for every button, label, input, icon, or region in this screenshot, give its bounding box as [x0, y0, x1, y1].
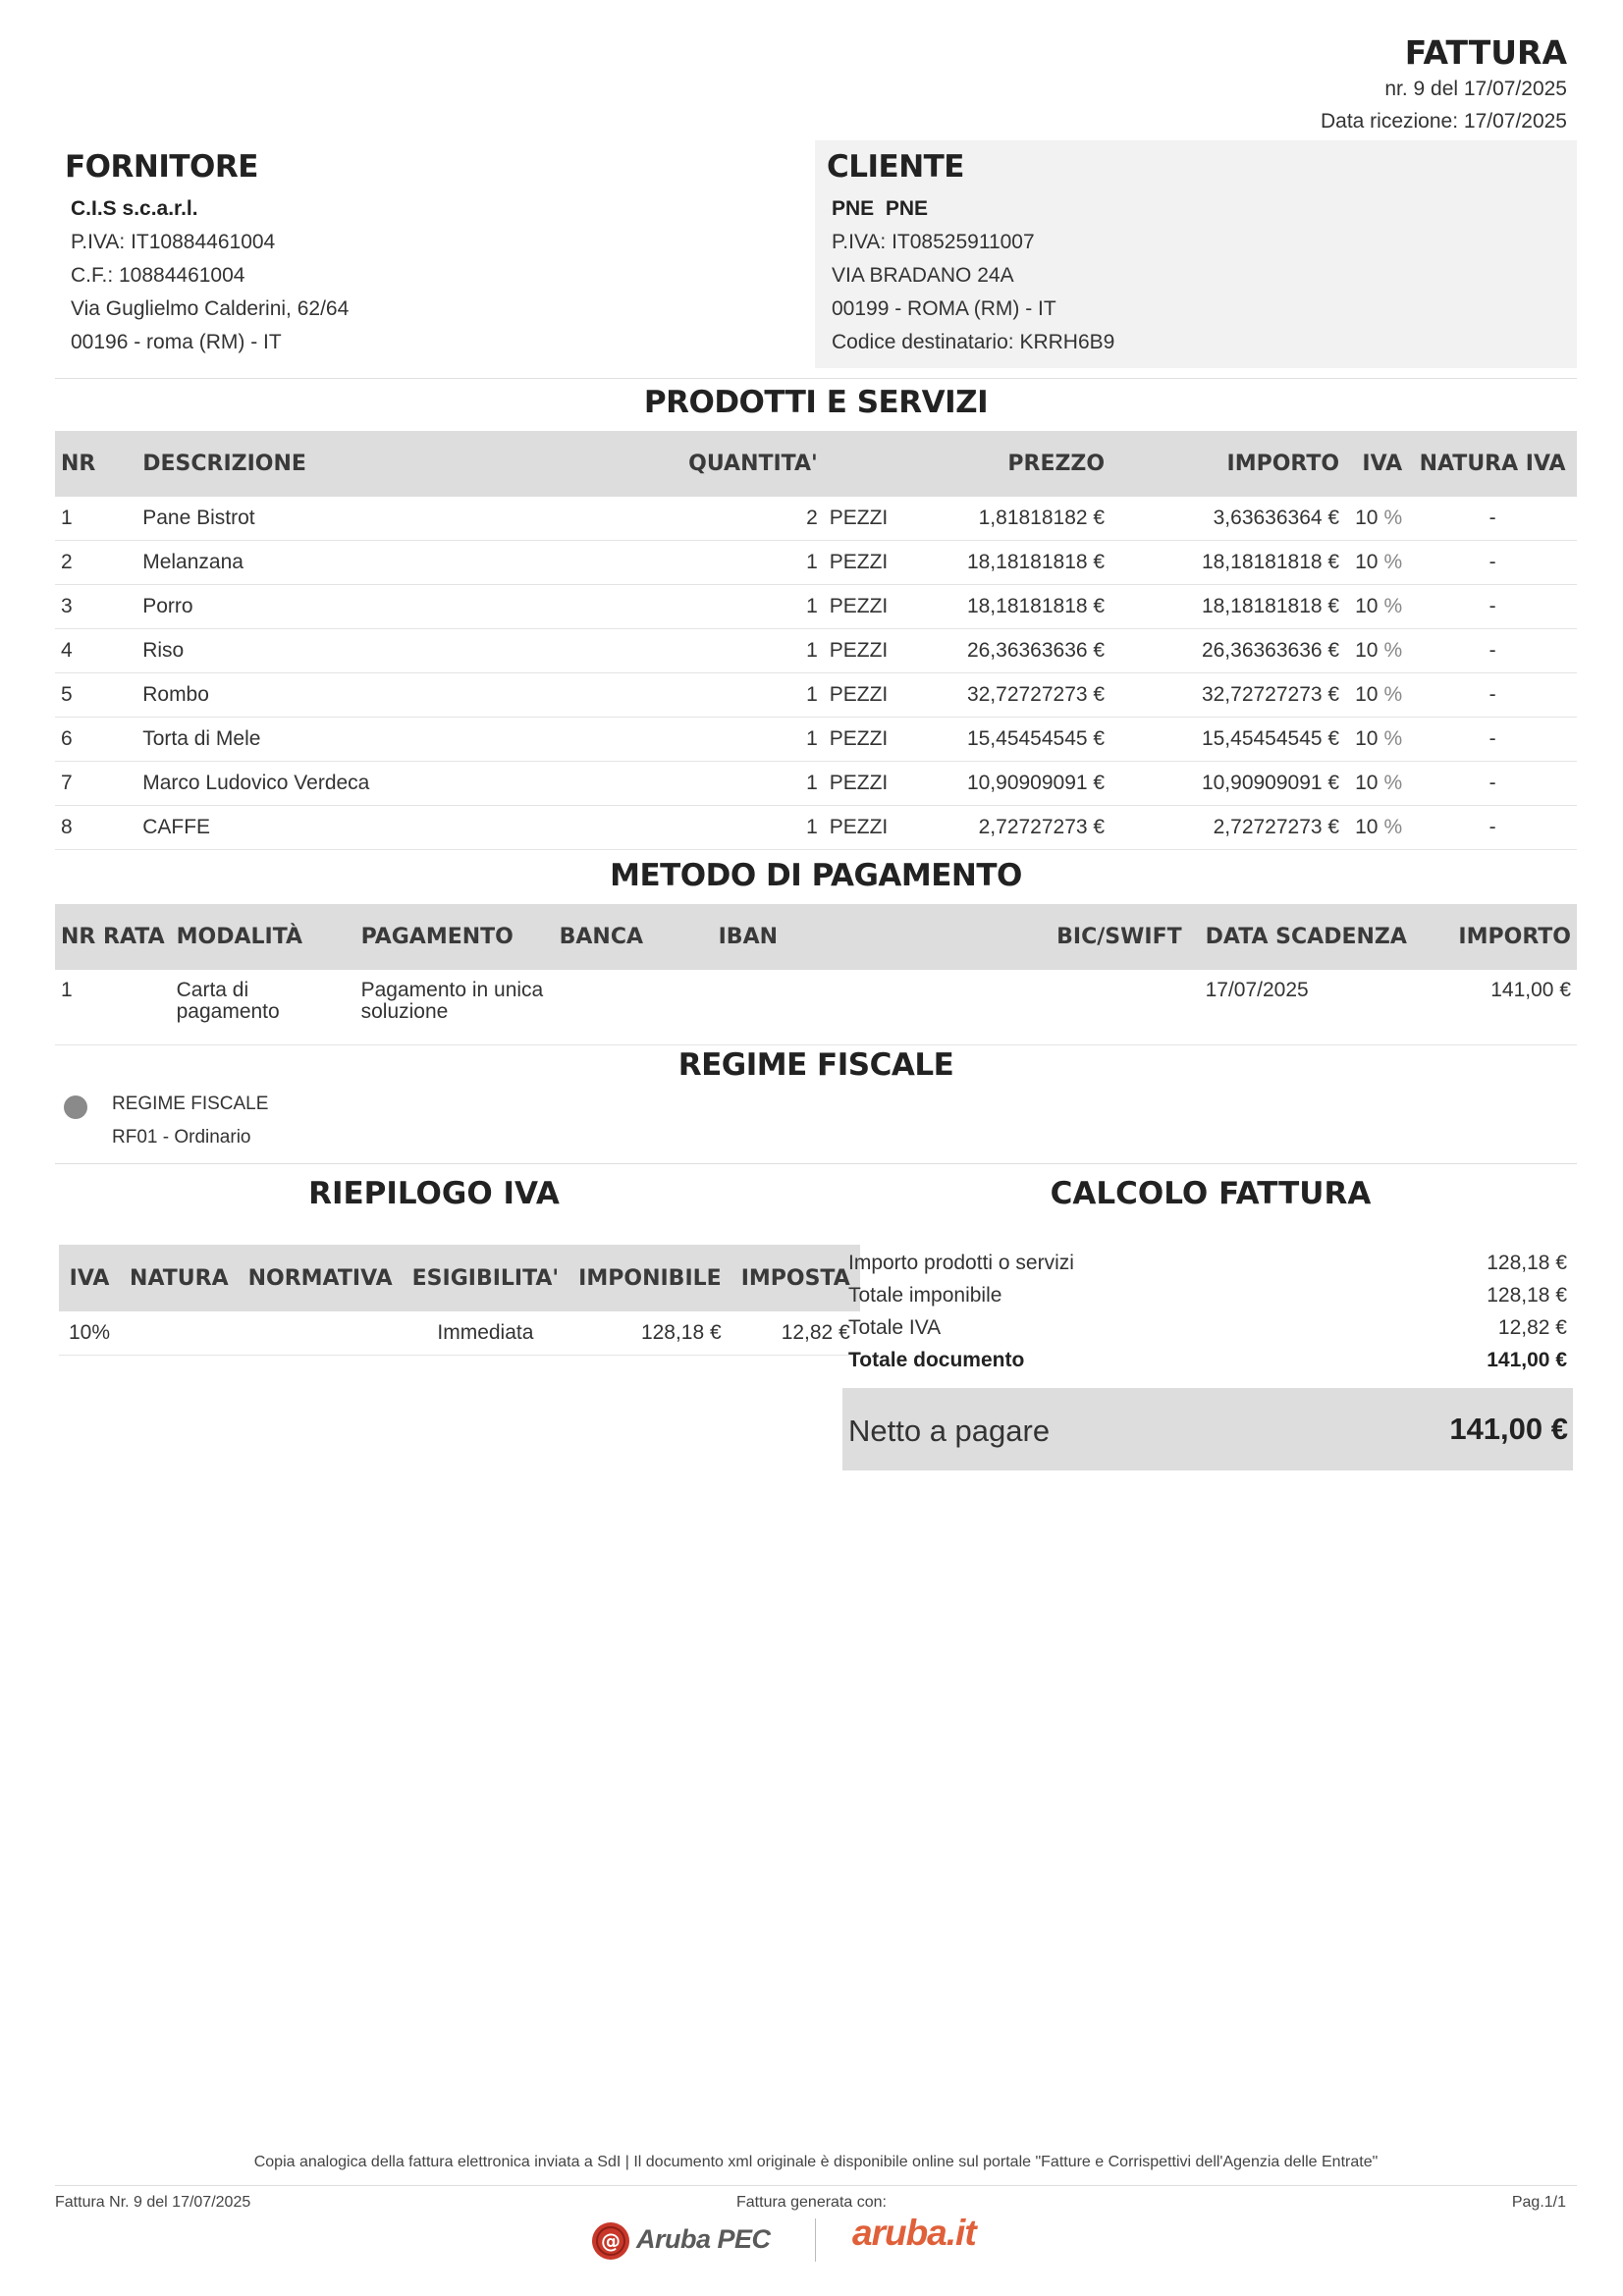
client-block: [827, 149, 1553, 359]
row-quantity: 1: [674, 629, 824, 673]
row-quantity: 1: [674, 673, 824, 718]
col-quantita: QUANTITA': [674, 431, 824, 497]
col-pagamento: PAGAMENTO: [355, 904, 554, 970]
calc-value: 128,18 €: [1487, 1284, 1567, 1307]
row-iva: [1345, 718, 1408, 762]
col-modalita: MODALITÀ: [171, 904, 355, 970]
row-iva: [1345, 585, 1408, 629]
supplier-address: Via Guglielmo Calderini, 62/64: [71, 297, 350, 320]
row-nr: 2: [55, 541, 136, 585]
invoice-received-date: Data ricezione: 17/07/2025: [1320, 110, 1567, 133]
row-amount: 10,90909091 €: [1110, 762, 1345, 806]
row-iva-percent: %: [1383, 595, 1403, 617]
supplier-name: C.I.S s.c.a.r.l.: [71, 197, 198, 220]
table-row: [59, 1311, 860, 1356]
row-iva-value: 10: [1355, 772, 1379, 794]
row-nr: 8: [55, 806, 136, 850]
row-amount: 3,63636364 €: [1110, 497, 1345, 541]
client-piva: P.IVA: IT08525911007: [832, 231, 1035, 253]
row-amount: 15,45454545 €: [1110, 718, 1345, 762]
col-descrizione: DESCRIZIONE: [136, 431, 673, 497]
row-unit: PEZZI: [824, 673, 899, 718]
row-iva-value: 10: [1355, 507, 1379, 529]
row-quantity: 1: [674, 806, 824, 850]
row-modalita: Carta di pagamento: [171, 970, 355, 1045]
row-importo: 141,00 €: [1437, 970, 1577, 1045]
calc-label: Totale documento: [848, 1349, 1025, 1371]
row-quantity: 2: [674, 497, 824, 541]
table-row: [55, 762, 1577, 806]
calc-label: Totale IVA: [848, 1316, 942, 1339]
table-row: [55, 718, 1577, 762]
supplier-title: FORNITORE: [65, 149, 258, 185]
products-title: PRODOTTI E SERVIZI: [643, 385, 989, 420]
row-nr: 7: [55, 762, 136, 806]
row-amount: 18,18181818 €: [1110, 585, 1345, 629]
row-description: Riso: [136, 629, 673, 673]
row-description: Marco Ludovico Verdeca: [136, 762, 673, 806]
row-quantity: 1: [674, 585, 824, 629]
bullet-icon: [64, 1095, 87, 1119]
row-natura-iva: -: [1408, 762, 1577, 806]
row-rata: 1: [55, 970, 171, 1045]
row-unit: PEZZI: [824, 585, 899, 629]
table-row: [55, 585, 1577, 629]
regime-title: REGIME FISCALE: [677, 1047, 954, 1083]
row-unit: PEZZI: [824, 762, 899, 806]
divider: [55, 378, 1577, 379]
vat-row-natura: [120, 1311, 239, 1356]
calc-value: 141,00 €: [1487, 1349, 1567, 1371]
row-banca: [554, 970, 713, 1045]
row-bic: [1049, 970, 1188, 1045]
col-vat-iva: IVA: [59, 1245, 120, 1311]
row-description: Rombo: [136, 673, 673, 718]
col-prezzo: PREZZO: [899, 431, 1111, 497]
row-iva: [1345, 541, 1408, 585]
row-nr: 4: [55, 629, 136, 673]
row-price: 10,90909091 €: [899, 762, 1111, 806]
row-iva-value: 10: [1355, 551, 1379, 573]
table-row: [55, 541, 1577, 585]
col-bic: BIC/SWIFT: [1049, 904, 1188, 970]
row-iva: [1345, 762, 1408, 806]
aruba-pec-seal-icon: [591, 2221, 630, 2261]
col-iban: IBAN: [713, 904, 1049, 970]
net-due-value: 141,00 €: [1449, 1412, 1568, 1446]
client-title: CLIENTE: [827, 149, 964, 185]
row-iva-percent: %: [1383, 639, 1403, 662]
calc-row-importo: [848, 1252, 1567, 1275]
supplier-piva: P.IVA: IT10884461004: [71, 231, 276, 253]
table-row: [55, 970, 1577, 1045]
row-iban: [713, 970, 1049, 1045]
row-natura-iva: -: [1408, 497, 1577, 541]
row-iva-percent: %: [1383, 772, 1403, 794]
calc-value: 128,18 €: [1487, 1252, 1567, 1274]
col-importo: IMPORTO: [1110, 431, 1345, 497]
payment-header-row: [55, 904, 1577, 970]
col-vat-esigibilita: ESIGIBILITA': [403, 1245, 569, 1311]
row-iva: [1345, 629, 1408, 673]
row-iva-value: 10: [1355, 595, 1379, 617]
col-natura-iva: NATURA IVA: [1408, 431, 1577, 497]
row-iva-value: 10: [1355, 639, 1379, 662]
col-iva: IVA: [1345, 431, 1408, 497]
vat-row-imposta: 12,82 €: [731, 1311, 860, 1356]
row-iva: [1345, 806, 1408, 850]
invoice-title: FATTURA: [1404, 33, 1567, 72]
row-unit: PEZZI: [824, 629, 899, 673]
invoice-number: nr. 9 del 17/07/2025: [1384, 78, 1567, 100]
row-unit: PEZZI: [824, 806, 899, 850]
payment-table: [55, 904, 1577, 1045]
col-nr: NR: [55, 431, 136, 497]
supplier-block: [65, 149, 752, 359]
calc-row-iva: [848, 1316, 1567, 1340]
row-natura-iva: -: [1408, 541, 1577, 585]
row-nr: 1: [55, 497, 136, 541]
row-iva-percent: %: [1383, 816, 1403, 838]
col-vat-imponibile: IMPONIBILE: [568, 1245, 731, 1311]
vat-row-normativa: [239, 1311, 403, 1356]
svg-text:@: @: [601, 2229, 621, 2253]
row-price: 18,18181818 €: [899, 585, 1111, 629]
row-quantity: 1: [674, 541, 824, 585]
col-unit: [824, 431, 899, 497]
footer-generated-with: Fattura generata con:: [736, 2194, 887, 2211]
client-name: PNE PNE: [832, 197, 929, 220]
divider: [55, 1163, 1577, 1164]
row-iva-percent: %: [1383, 727, 1403, 750]
row-amount: 18,18181818 €: [1110, 541, 1345, 585]
col-importo-rata: IMPORTO: [1437, 904, 1577, 970]
client-recipient-code: Codice destinatario: KRRH6B9: [832, 331, 1115, 353]
row-nr: 5: [55, 673, 136, 718]
row-price: 26,36363636 €: [899, 629, 1111, 673]
row-price: 15,45454545 €: [899, 718, 1111, 762]
table-row: [55, 629, 1577, 673]
row-natura-iva: -: [1408, 673, 1577, 718]
col-vat-natura: NATURA: [120, 1245, 239, 1311]
col-data-scadenza: DATA SCADENZA: [1188, 904, 1437, 970]
row-iva-percent: %: [1383, 507, 1403, 529]
products-table: [55, 431, 1577, 850]
vat-row-iva: 10%: [59, 1311, 120, 1356]
footer-invoice-ref: Fattura Nr. 9 del 17/07/2025: [55, 2194, 251, 2211]
supplier-cf: C.F.: 10884461004: [71, 264, 245, 287]
payment-title: METODO DI PAGAMENTO: [610, 858, 1022, 893]
table-row: [55, 497, 1577, 541]
vat-summary-table: [59, 1245, 860, 1356]
row-quantity: 1: [674, 762, 824, 806]
row-unit: PEZZI: [824, 497, 899, 541]
row-scadenza: 17/07/2025: [1188, 970, 1437, 1045]
vat-header-row: [59, 1245, 860, 1311]
calc-row-totale: [848, 1349, 1567, 1372]
row-price: 32,72727273 €: [899, 673, 1111, 718]
supplier-city: 00196 - roma (RM) - IT: [71, 331, 282, 353]
col-vat-imposta: IMPOSTA: [731, 1245, 860, 1311]
row-nr: 6: [55, 718, 136, 762]
aruba-pec-logo: Aruba PEC: [636, 2224, 771, 2254]
logo-separator: [815, 2218, 816, 2262]
table-row: [55, 673, 1577, 718]
col-nr-rata: NR RATA: [55, 904, 171, 970]
col-vat-normativa: NORMATIVA: [239, 1245, 403, 1311]
row-quantity: 1: [674, 718, 824, 762]
vat-summary-title: RIEPILOGO IVA: [308, 1176, 560, 1211]
row-price: 18,18181818 €: [899, 541, 1111, 585]
client-address: VIA BRADANO 24A: [832, 264, 1014, 287]
row-unit: PEZZI: [824, 541, 899, 585]
calc-label: Totale imponibile: [848, 1284, 1002, 1307]
row-pagamento: Pagamento in unica soluzione: [355, 970, 554, 1045]
vat-row-imponibile: 128,18 €: [568, 1311, 731, 1356]
products-header-row: [55, 431, 1577, 497]
row-iva-value: 10: [1355, 816, 1379, 838]
table-row: [55, 806, 1577, 850]
row-natura-iva: -: [1408, 629, 1577, 673]
row-amount: 32,72727273 €: [1110, 673, 1345, 718]
row-description: Melanzana: [136, 541, 673, 585]
row-iva-percent: %: [1383, 683, 1403, 706]
row-nr: 3: [55, 585, 136, 629]
row-natura-iva: -: [1408, 718, 1577, 762]
footer-note: Copia analogica della fattura elettronica inviata a SdI | Il documento xml originale è disponibile online sul portale "Fatture e Corrispettivi dell'Agenzia delle Entrate": [253, 2154, 1379, 2170]
row-natura-iva: -: [1408, 806, 1577, 850]
row-unit: PEZZI: [824, 718, 899, 762]
row-description: Porro: [136, 585, 673, 629]
footer-divider: [55, 2185, 1577, 2186]
aruba-it-logo: aruba.it: [852, 2213, 976, 2253]
row-price: 1,81818182 €: [899, 497, 1111, 541]
calc-title: CALCOLO FATTURA: [1050, 1176, 1372, 1211]
row-iva: [1345, 497, 1408, 541]
net-due-label: Netto a pagare: [848, 1414, 1051, 1448]
row-amount: 26,36363636 €: [1110, 629, 1345, 673]
row-iva-value: 10: [1355, 727, 1379, 750]
row-natura-iva: -: [1408, 585, 1577, 629]
calc-row-imponibile: [848, 1284, 1567, 1308]
row-amount: 2,72727273 €: [1110, 806, 1345, 850]
calc-label: Importo prodotti o servizi: [848, 1252, 1074, 1274]
vat-row-esigibilita: Immediata: [403, 1311, 569, 1356]
row-iva-percent: %: [1383, 551, 1403, 573]
calc-value: 12,82 €: [1497, 1316, 1567, 1339]
row-price: 2,72727273 €: [899, 806, 1111, 850]
client-city: 00199 - ROMA (RM) - IT: [832, 297, 1056, 320]
col-banca: BANCA: [554, 904, 713, 970]
row-description: Torta di Mele: [136, 718, 673, 762]
row-iva-value: 10: [1355, 683, 1379, 706]
footer-page: Pag.1/1: [1511, 2194, 1566, 2211]
row-description: Pane Bistrot: [136, 497, 673, 541]
regime-label: REGIME FISCALE: [112, 1094, 269, 1114]
row-description: CAFFE: [136, 806, 673, 850]
row-iva: [1345, 673, 1408, 718]
regime-value: RF01 - Ordinario: [112, 1127, 251, 1148]
